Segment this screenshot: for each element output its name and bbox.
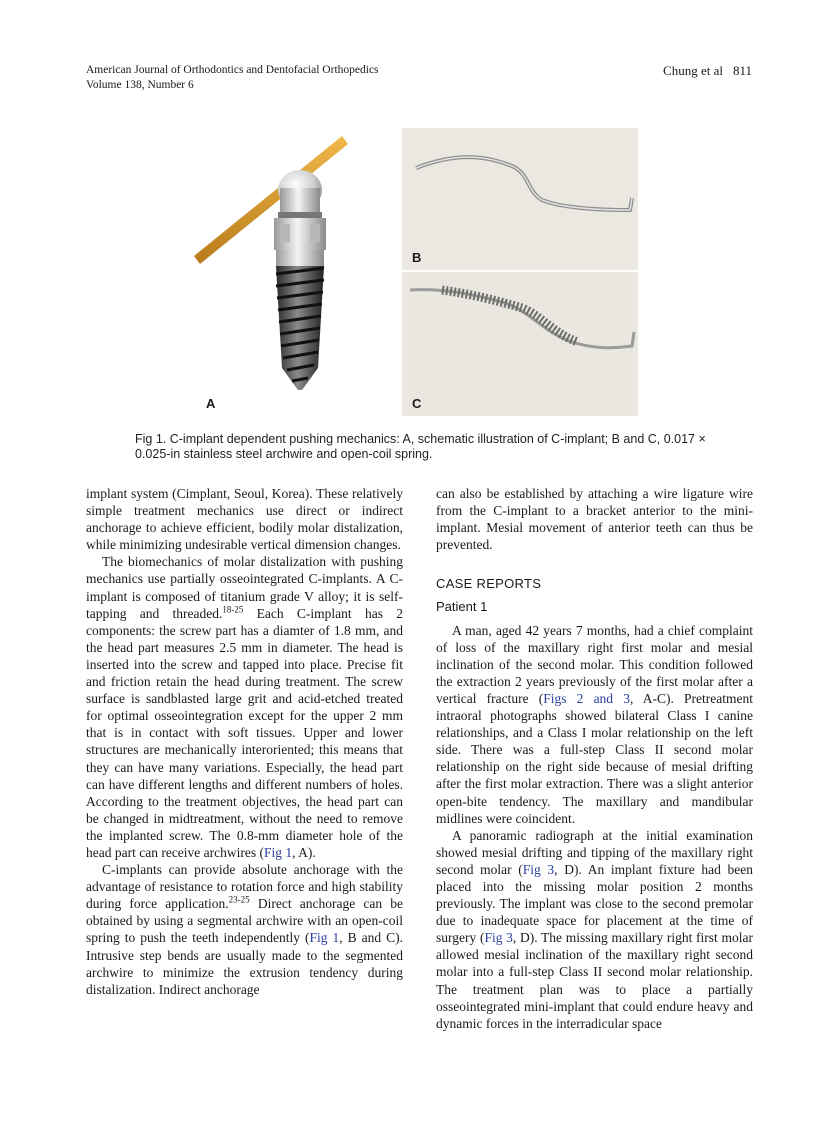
paragraph: C-implants can provide absolute anchorage with the advantage of resistance to rotation force and high stability during force application.$^{23-25}$ Direct anchorage can be obtained by using a segmental archwire with an open-coil spring to push the teeth independently (Fig 1, B and C). Intrusive step bends are usually made to the segmented archwire to minimize the extrusion tendency during distalization. Indirect anchorage [86, 862, 404, 997]
section-heading: CASE REPORTS [436, 576, 542, 592]
paragraph: The biomechanics of molar distalization with pushing mechanics use partially osseointegrated C-implants. A C-implant is composed of titanium grade V alloy; it is self-tapping and threaded.$^{18-25}$ Each C-implant has 2 components: the screw part has a diamter of 1.8 mm, and the head part measures 2.5 mm in diameter. The head is inserted into the screw and tapped into place. Precise fit and friction retain the head during treatment. The screw surface is sandblasted large grit and acid-etched treated for optimal osseointegration except for the upper 2 mm that is in contact with soft tissues. Upper and lower structures are mechanically interoriented; this means that they can have many variations. Especially, the head part can have different lengths and different numbers of holes. According to the treatment objectives, the head part can be changed in midtreatment, without the need to remove the implanted screw. The 0.8-mm diameter hole of the head part can receive archwires (Fig 1, A). [86, 554, 403, 860]
subsection-heading: Patient 1 [436, 599, 488, 615]
panel-c-coil-spring-photo [402, 272, 638, 416]
figure-reference-link[interactable]: Figs 2 and 3 [543, 690, 630, 706]
figure-caption: Fig 1. C-implant dependent pushing mechanics: A, schematic illustration of C-implant; B and C, 0.017 × 0.025-in stainless steel archwire and open-coil spring. [135, 432, 706, 461]
panel-label-c: C [412, 396, 422, 411]
paragraph: can also be established by attaching a wire ligature wire from the C-implant to a bracket anterior to the mini-implant. Mesial movement of anterior teeth can thus be prevented. [436, 486, 753, 553]
paragraph: implant system (Cimplant, Seoul, Korea). These relatively simple treatment mechanics use direct or indirect anchorage to achieve efficient, bodily molar distalization, while minimizing undesirable vertical dimension changes. [86, 486, 403, 553]
page-number: 811 [732, 63, 752, 78]
citation: 18-25 [222, 604, 244, 615]
running-header-left [86, 63, 379, 93]
archwire-illustration [402, 128, 638, 270]
implant-screw [276, 266, 324, 390]
open-coil-spring-illustration [402, 272, 638, 416]
figure-reference-link[interactable]: Fig 3 [522, 861, 555, 877]
citation: 23-25 [228, 894, 250, 905]
panel-b-archwire-photo [402, 128, 638, 270]
body-column-right [436, 485, 753, 1032]
panel-a-implant-illustration [190, 128, 400, 416]
journal-volume: Volume 138, Number 6 [86, 79, 194, 91]
journal-title: American Journal of Orthodontics and Dentofacial Orthopedics [86, 64, 379, 76]
figure-reference-link[interactable]: Fig 1 [309, 930, 340, 946]
figure-1 [190, 128, 638, 416]
figure-reference-link[interactable]: Fig 1 [264, 844, 293, 860]
panel-label-a: A [206, 396, 216, 411]
body-column-left [86, 485, 403, 998]
panel-label-b: B [412, 250, 422, 265]
c-implant-illustration [190, 128, 400, 416]
paragraph: A man, aged 42 years 7 months, had a chief complaint of loss of the maxillary right first molar and mesial inclination of the second molar. This condition followed the extraction 2 years previously of the first molar after a vertical fracture (Figs 2 and 3, A-C). Pretreatment intraoral photographs showed bilateral Class I canine relationships, and a Class I molar relationship on the left side. There was a full-step Class II second molar relationship on the right side because of mesial drifting after the first molar extraction. There was a slight anterior open-bite tendency. The maxillary and mandibular midlines were coincident. [436, 622, 753, 826]
running-header-right [663, 63, 752, 78]
figure-reference-link[interactable]: Fig 3 [484, 930, 513, 946]
running-authors: Chung et al [663, 63, 723, 78]
paragraph: A panoramic radiograph at the initial examination showed mesial drifting and tipping of the maxillary right second molar (Fig 3, D). An implant fixture had been placed into the missing molar position 2 months previously. The implant was close to the second premolar due to inadequate space for placement at the time of surgery (Fig 3, D). The missing maxillary right first molar allowed mesial inclination of the maxillary right second molar into a full-step Class II second molar relationship. The treatment plan was to place a partially osseointegrated mini-implant that could endure heavy and dynamic forces in the interradicular space [436, 827, 753, 1031]
